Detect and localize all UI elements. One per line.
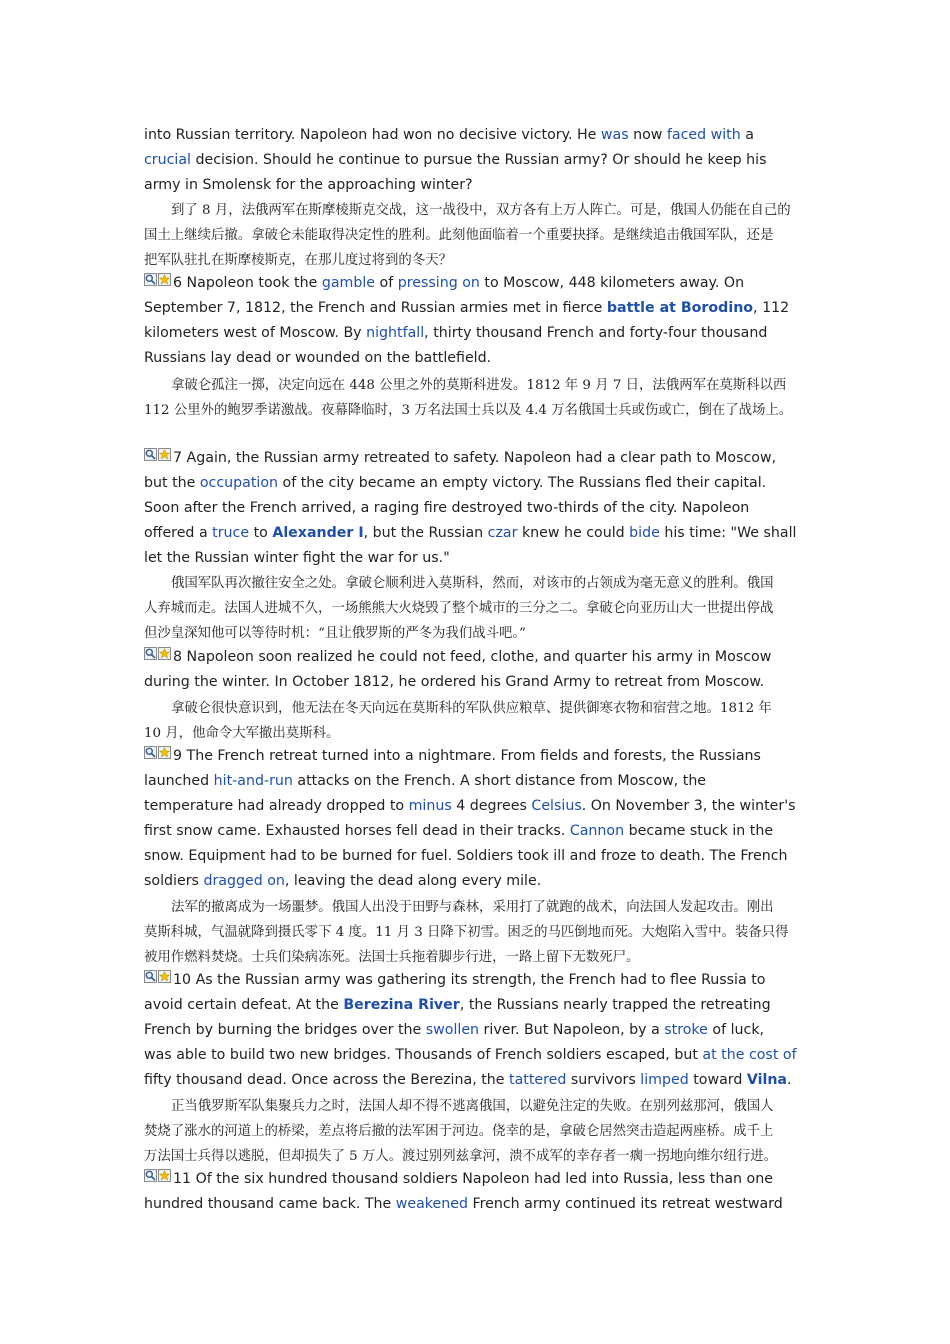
vocab-link[interactable]: minus bbox=[408, 798, 452, 814]
text-span: let the Russian winter fight the war for us." bbox=[144, 550, 450, 566]
text-line: 把军队驻扎在斯摩棱斯克，在那儿度过将到的冬天？ bbox=[144, 253, 452, 268]
keyword-link[interactable]: battle at Borodino bbox=[606, 300, 754, 316]
paragraph-tools[interactable] bbox=[144, 273, 172, 298]
magnifier-icon[interactable] bbox=[144, 448, 157, 461]
text-line bbox=[144, 744, 824, 769]
text-span: Soon after the French arrived, a raging fire destroyed two-thirds of the city. Napoleon bbox=[144, 500, 750, 516]
text-span: temperature had already dropped to bbox=[144, 798, 409, 814]
chinese-translation bbox=[144, 696, 824, 746]
text-span: was able to build two new bridges. Thousands of French soldiers escaped, but bbox=[144, 1047, 703, 1063]
text-line: 正当俄罗斯军队集聚兵力之时，法国人却不得不逃离俄国，以避免注定的失败。在别列兹那河，俄国人 bbox=[171, 1099, 774, 1114]
english-paragraph bbox=[144, 645, 824, 695]
text-line bbox=[144, 670, 824, 695]
text-span: into Russian territory. Napoleon had won no decisive victory. He bbox=[144, 127, 601, 143]
paragraph-tools[interactable] bbox=[144, 647, 172, 672]
text-span: , leaving the dead along every mile. bbox=[284, 873, 542, 889]
text-span: his time: "We shall bbox=[659, 525, 797, 541]
paragraph-tools[interactable] bbox=[144, 970, 172, 995]
text-line: 被用作燃料焚烧。士兵们染病冻死。法国士兵拖着脚步行进，一路上留下无数死尸。 bbox=[144, 950, 640, 965]
text-span: avoid certain defeat. At the bbox=[144, 997, 344, 1013]
vocab-link[interactable]: faced with bbox=[666, 127, 741, 143]
star-icon[interactable] bbox=[158, 1169, 171, 1182]
text-span: fifty thousand dead. Once across the Berezina, the bbox=[144, 1072, 510, 1088]
text-span: toward bbox=[688, 1072, 747, 1088]
english-paragraph bbox=[144, 446, 824, 571]
magnifier-icon[interactable] bbox=[144, 970, 157, 983]
text-span: to bbox=[249, 525, 273, 541]
english-paragraph bbox=[144, 271, 824, 371]
text-line: 10 月，他命令大军撤出莫斯科。 bbox=[144, 726, 340, 741]
keyword-link[interactable]: Vilna bbox=[746, 1072, 788, 1088]
text-span: now bbox=[628, 127, 667, 143]
text-line bbox=[144, 446, 824, 471]
chinese-translation bbox=[144, 198, 824, 273]
star-icon[interactable] bbox=[158, 746, 171, 759]
text-line: 人弃城而走。法国人进城不久，一场熊熊大火烧毁了整个城市的三分之二。拿破仑向亚历山大一世提出停战 bbox=[144, 601, 774, 616]
text-span: 7 Again, the Russian army retreated to safety. Napoleon had a clear path to Moscow, bbox=[173, 450, 777, 466]
keyword-link[interactable]: Alexander I bbox=[272, 525, 364, 541]
text-line bbox=[144, 546, 824, 571]
text-span: army in Smolensk for the approaching winter? bbox=[144, 177, 473, 193]
text-line: 莫斯科城，气温就降到摄氏零下 4 度。11 月 3 日降下初雪。困乏的马匹倒地而死。大炮陷入雪中。装备只得 bbox=[144, 925, 789, 940]
text-line bbox=[144, 844, 824, 869]
text-line bbox=[144, 271, 824, 296]
text-line bbox=[144, 819, 824, 844]
text-line bbox=[144, 968, 824, 993]
text-line bbox=[144, 321, 824, 346]
vocab-link[interactable]: czar bbox=[487, 525, 518, 541]
vocab-link[interactable]: was bbox=[600, 127, 629, 143]
text-line bbox=[144, 869, 824, 894]
text-line bbox=[144, 645, 824, 670]
text-span: 11 Of the six hundred thousand soldiers Napoleon had led into Russia, less than one bbox=[173, 1171, 773, 1187]
text-span: kilometers west of Moscow. By bbox=[144, 325, 367, 341]
text-span: of the city became an empty victory. The Russians fled their capital. bbox=[278, 475, 767, 491]
chinese-translation bbox=[144, 373, 824, 423]
vocab-link[interactable]: at the cost of bbox=[702, 1047, 797, 1063]
text-span: attacks on the French. A short distance from Moscow, the bbox=[292, 773, 707, 789]
text-line bbox=[144, 1068, 824, 1093]
vocab-link[interactable]: stroke bbox=[664, 1022, 708, 1038]
text-span: 6 Napoleon took the bbox=[173, 275, 322, 291]
text-span: , 112 bbox=[753, 300, 790, 316]
star-icon[interactable] bbox=[158, 647, 171, 660]
text-line: 112 公里外的鲍罗季诺激战。夜幕降临时，3 万名法国士兵以及 4.4 万名俄国士兵或伤或亡，倒在了战场上。 bbox=[144, 403, 793, 418]
text-span: of bbox=[375, 275, 398, 291]
text-span: Russians lay dead or wounded on the battlefield. bbox=[144, 350, 492, 366]
text-span: to Moscow, 448 kilometers away. On bbox=[479, 275, 745, 291]
text-span: . bbox=[787, 1072, 792, 1088]
english-paragraph bbox=[144, 968, 824, 1093]
text-span: 8 Napoleon soon realized he could not feed, clothe, and quarter his army in Moscow bbox=[173, 649, 772, 665]
text-line bbox=[144, 1018, 824, 1043]
text-line bbox=[144, 769, 824, 794]
paragraph-tools[interactable] bbox=[144, 746, 172, 771]
chinese-translation bbox=[144, 571, 824, 646]
text-span: launched bbox=[144, 773, 214, 789]
text-span: 10 As the Russian army was gathering its strength, the French had to flee Russia to bbox=[173, 972, 766, 988]
text-span: soldiers bbox=[144, 873, 204, 889]
text-line bbox=[144, 471, 824, 496]
text-line bbox=[144, 173, 824, 198]
vocab-link[interactable]: hit-and-run bbox=[213, 773, 293, 789]
text-line bbox=[144, 496, 824, 521]
magnifier-icon[interactable] bbox=[144, 273, 157, 286]
text-line: 到了 8 月，法俄两军在斯摩棱斯克交战，这一战役中，双方各有上万人阵亡。可是，俄国人仍能在自己的 bbox=[171, 203, 791, 218]
text-span: snow. Equipment had to be burned for fuel. Soldiers took ill and froze to death. The French bbox=[144, 848, 788, 864]
text-line bbox=[144, 1167, 824, 1192]
text-span: river. But Napoleon, by a bbox=[479, 1022, 665, 1038]
text-span: became stuck in the bbox=[624, 823, 774, 839]
text-line: 焚烧了涨水的河道上的桥梁，差点将后撤的法军困于河边。侥幸的是，拿破仑居然突击造起两座桥。成千上 bbox=[144, 1124, 774, 1139]
text-span: , thirty thousand French and forty-four thousand bbox=[424, 325, 768, 341]
vocab-link[interactable]: Celsius bbox=[531, 798, 582, 814]
text-span: , the Russians nearly trapped the retreating bbox=[459, 997, 771, 1013]
paragraph-tools[interactable] bbox=[144, 448, 172, 473]
vocab-link[interactable]: weakened bbox=[395, 1196, 468, 1212]
text-line: 拿破仑孤注一掷，决定向远在 448 公里之外的莫斯科进发。1812 年 9 月 7 日，法俄两军在莫斯科以西 bbox=[171, 378, 787, 393]
text-line bbox=[144, 296, 824, 321]
text-span: French army continued its retreat westward bbox=[467, 1196, 783, 1212]
vocab-link[interactable]: occupation bbox=[199, 475, 279, 491]
magnifier-icon[interactable] bbox=[144, 647, 157, 660]
star-icon[interactable] bbox=[158, 970, 171, 983]
english-paragraph bbox=[144, 1167, 824, 1217]
text-span: , but the Russian bbox=[363, 525, 488, 541]
text-line bbox=[144, 123, 824, 148]
text-line bbox=[144, 346, 824, 371]
vocab-link[interactable]: nightfall bbox=[366, 325, 425, 341]
vocab-link[interactable]: crucial bbox=[144, 152, 192, 168]
text-line: 拿破仑很快意识到，他无法在冬天向远在莫斯科的军队供应粮草、提供御寒衣物和宿营之地。1812 年 bbox=[171, 701, 772, 716]
magnifier-icon[interactable] bbox=[144, 746, 157, 759]
star-icon[interactable] bbox=[158, 448, 171, 461]
vocab-link[interactable]: truce bbox=[212, 525, 250, 541]
text-span: knew he could bbox=[517, 525, 630, 541]
text-line bbox=[144, 148, 824, 173]
magnifier-icon[interactable] bbox=[144, 1169, 157, 1182]
text-line bbox=[144, 993, 824, 1018]
vocab-link[interactable]: limped bbox=[640, 1072, 689, 1088]
text-span: of luck, bbox=[707, 1022, 765, 1038]
text-span: hundred thousand came back. The bbox=[144, 1196, 396, 1212]
text-span: during the winter. In October 1812, he ordered his Grand Army to retreat from Moscow. bbox=[144, 674, 765, 690]
text-span: 9 The French retreat turned into a nightmare. From fields and forests, the Russians bbox=[173, 748, 761, 764]
text-line: 万法国士兵得以逃脱，但却损失了 5 万人。渡过别列兹拿河，溃不成军的幸存者一瘸一拐地向维尔纽行进。 bbox=[144, 1149, 777, 1164]
text-span: offered a bbox=[144, 525, 213, 541]
text-span: September 7, 1812, the French and Russian armies met in fierce bbox=[144, 300, 607, 316]
vocab-link[interactable]: Cannon bbox=[569, 823, 625, 839]
paragraph-tools[interactable] bbox=[144, 1169, 172, 1194]
text-span: first snow came. Exhausted horses fell dead in their tracks. bbox=[144, 823, 570, 839]
text-span: survivors bbox=[566, 1072, 641, 1088]
text-span: French by burning the bridges over the bbox=[144, 1022, 426, 1038]
vocab-link[interactable]: gamble bbox=[321, 275, 376, 291]
text-span: 4 degrees bbox=[451, 798, 532, 814]
english-paragraph bbox=[144, 744, 824, 894]
chinese-translation bbox=[144, 895, 824, 970]
vocab-link[interactable]: tattered bbox=[509, 1072, 567, 1088]
text-line: 俄国军队再次撤往安全之处。拿破仑顺利进入莫斯科，然而，对该市的占领成为毫无意义的胜利。俄国 bbox=[171, 576, 774, 591]
text-line: 国土上继续后撤。拿破仑未能取得决定性的胜利。此刻他面临着一个重要抉择。是继续追击俄国军队，还是 bbox=[144, 228, 774, 243]
text-span: . On November 3, the winter's bbox=[581, 798, 796, 814]
text-span: decision. Should he continue to pursue the Russian army? Or should he keep his bbox=[191, 152, 767, 168]
vocab-link[interactable]: swollen bbox=[425, 1022, 480, 1038]
text-span: a bbox=[740, 127, 754, 143]
text-line bbox=[144, 794, 824, 819]
text-line bbox=[144, 1192, 824, 1217]
text-line: 法军的撤离成为一场噩梦。俄国人出没于田野与森林，采用打了就跑的战术，向法国人发起攻击。刚出 bbox=[171, 900, 774, 915]
text-line bbox=[144, 521, 824, 546]
keyword-link[interactable]: Berezina River bbox=[343, 997, 460, 1013]
text-span: but the bbox=[144, 475, 200, 491]
vocab-link[interactable]: pressing on bbox=[397, 275, 480, 291]
text-line bbox=[144, 1043, 824, 1068]
vocab-link[interactable]: dragged on bbox=[203, 873, 285, 889]
english-paragraph bbox=[144, 123, 824, 198]
star-icon[interactable] bbox=[158, 273, 171, 286]
chinese-translation bbox=[144, 1094, 824, 1169]
vocab-link[interactable]: bide bbox=[629, 525, 660, 541]
text-line: 但沙皇深知他可以等待时机：“且让俄罗斯的严冬为我们战斗吧。” bbox=[144, 626, 526, 641]
